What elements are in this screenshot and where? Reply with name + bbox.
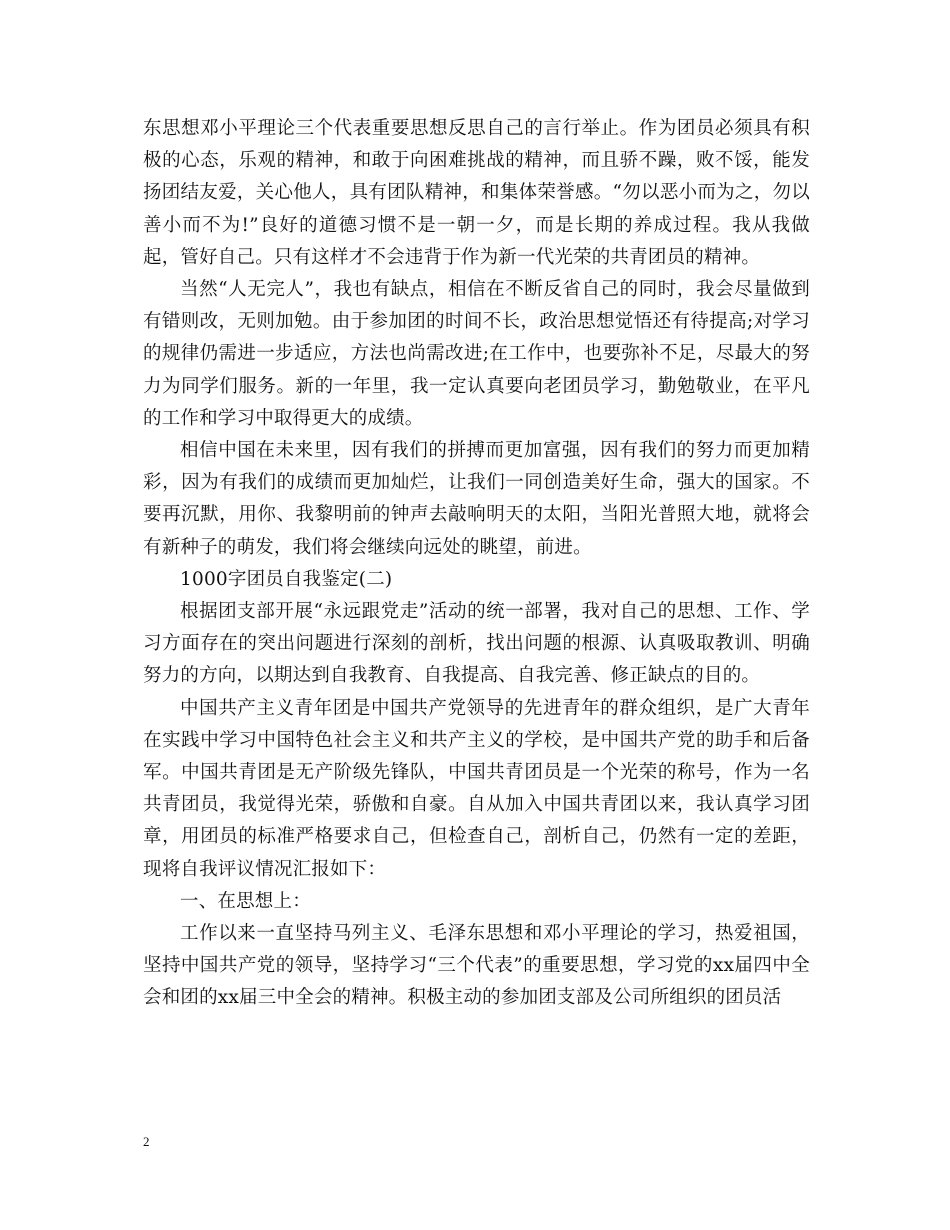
paragraph-intro: 根据团支部开展“永远跟党走”活动的统一部署，我对自己的思想、工作、学习方面存在的突出问题进行深刻的剖析，找出问题的根源、认真吸取教训、明确努力的方向，以期达到自我教育、自我提高、自我完善、修正缺点的目的。 xyxy=(143,601,810,687)
paragraph-future: 相信中国在未来里，因有我们的拼搏而更加富强，因有我们的努力而更加精彩，因为有我们的成绩而更加灿烂，让我们一同创造美好生命，强大的国家。不要再沉默，用你、我黎明前的钟声去敲响明天的太阳，当阳光普照大地，就将会有新种子的萌发，我们将会继续向远处的眺望，前进。 xyxy=(143,440,810,558)
section-heading: 1000字团员自我鉴定(二) xyxy=(180,568,393,590)
paragraph-shortcomings: 当然“人无完人”，我也有缺点，相信在不断反省自己的同时，我会尽量做到有错则改，无则加勉。由于参加团的时间不长，政治思想觉悟还有待提高;对学习的规律仍需进一步适应，方法也尚需改进;在工作中，也要弥补不足，尽最大的努力为同学们服务。新的一年里，我一定认真要向老团员学习，勤勉敬业，在平凡的工作和学习中取得更大的成绩。 xyxy=(143,279,810,429)
paragraph-league-description: 中国共产主义青年团是中国共产党领导的先进青年的群众组织，是广大青年在实践中学习中国特色社会主义和共产主义的学校，是中国共产党的助手和后备军。中国共青团是无产阶级先锋队，中国共青团员是一个光荣的称号，作为一名共青团员，我觉得光荣，骄傲和自豪。自从加入中国共青团以来，我认真学习团章，用团员的标准严格要求自己，但检查自己，剖析自己，仍然有一定的差距，现将自我评议情况汇报如下： xyxy=(143,697,810,880)
subheading-thought: 一、在思想上： xyxy=(180,890,311,912)
page-number: 2 xyxy=(143,1134,150,1149)
paragraph-thought: 工作以来一直坚持马列主义、毛泽东思想和邓小平理论的学习，热爱祖国，坚持中国共产党的领导，坚持学习“三个代表”的重要思想，学习党的xx届四中全会和团的xx届三中全会的精神。积极主动的参加团支部及公司所组织的团员活 xyxy=(143,923,810,1009)
document-body xyxy=(143,113,810,1015)
paragraph-continuation: 东思想邓小平理论三个代表重要思想反思自己的言行举止。作为团员必须具有积极的心态，乐观的精神，和敢于向困难挑战的精神，而且骄不躁，败不馁，能发扬团结友爱，关心他人，具有团队精神，和集体荣誉感。“勿以恶小而为之，勿以善小而不为!”良好的道德习惯不是一朝一夕，而是长期的养成过程。我从我做起，管好自己。只有这样才不会违背于作为新一代光荣的共青团员的精神。 xyxy=(143,118,810,268)
